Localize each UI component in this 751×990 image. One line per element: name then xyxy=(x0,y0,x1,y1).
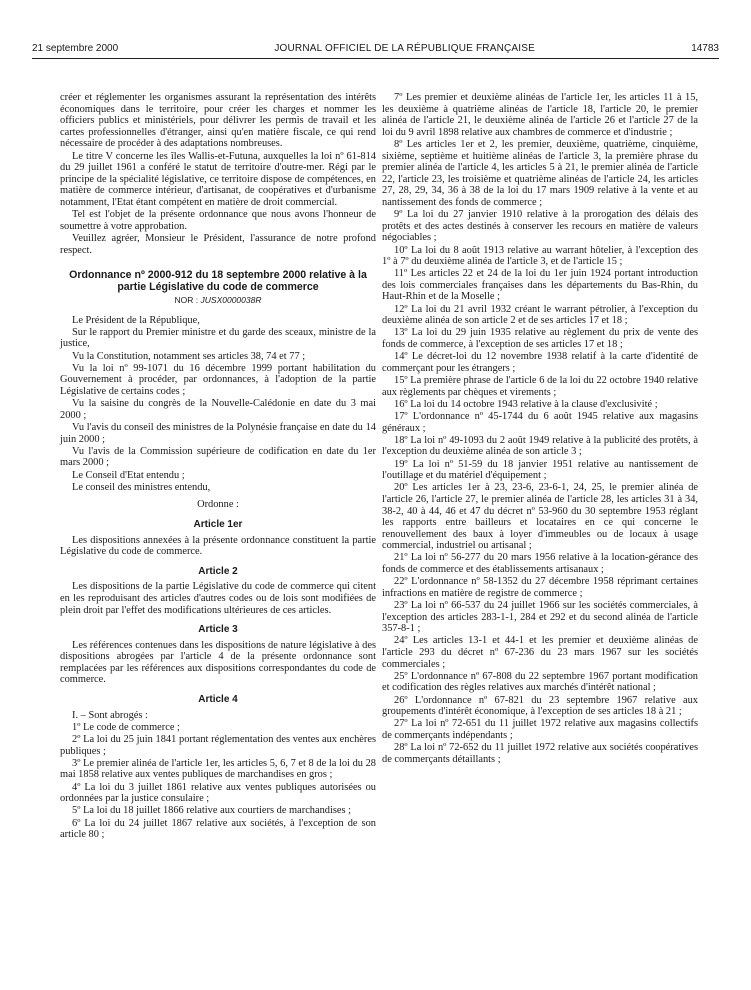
visa: Vu l'avis de la Commission supérieure de codification en date du 1er mars 2000 ; xyxy=(60,445,376,469)
list-item: 23º La loi nº 66-537 du 24 juillet 1966 sur les sociétés commerciales, à l'exception des articles 283-1-1, 284 et 292 et du second alinéa de l'article 357-8-1 ; xyxy=(382,600,698,635)
intro-paragraph: créer et réglementer les organismes assurant la représentation des intérêts économiques dans le territoire, pour créer les charges et nommer les officiers publics et ministériels, pour délivrer les permis de travail et les cartes professionnelles d'étranger, ainsi qu'en matière fiscale, ce qui rend nécessaire de procéder à des adaptations nombreuses. xyxy=(60,92,376,150)
list-item: 4º La loi du 3 juillet 1861 relative aux ventes publiques autorisées ou ordonnées par la justice consulaire ; xyxy=(60,781,376,805)
intro-paragraph: Veuillez agréer, Monsieur le Président, l'assurance de notre profond respect. xyxy=(60,232,376,256)
list-item: 25º L'ordonnance nº 67-808 du 22 septembre 1967 portant modification et codification des règles relatives aux marchés d'intérêt national ; xyxy=(382,670,698,694)
left-column xyxy=(60,92,376,841)
visa: Vu la loi nº 99-1071 du 16 décembre 1999 portant habilitation du Gouvernement à procéder, par ordonnances, à l'adoption de la partie Législative de certains codes ; xyxy=(60,362,376,398)
nor-label: NOR : xyxy=(174,295,199,306)
list-item: 16º La loi du 14 octobre 1943 relative à la clause d'exclusivité ; xyxy=(394,398,658,410)
list-item: 5º La loi du 18 juillet 1866 relative aux courtiers de marchandises ; xyxy=(72,805,352,817)
page-header xyxy=(32,40,719,56)
visa: Le Conseil d'Etat entendu ; xyxy=(72,469,185,481)
list-item: 9º La loi du 27 janvier 1910 relative à la prorogation des délais des protêts et des actes destinés à conserver les recours en matière de valeurs négociables ; xyxy=(382,209,698,244)
list-item: 7º Les premier et deuxième alinéas de l'article 1er, les articles 11 à 15, les deuxième à quatrième alinéas de l'article 18, l'article 20, le premier alinéa de l'article 21, le deuxième alinéa de l'article 26 et l'article 27 de la loi du 9 avril 1898 relative aux chambres de commerce et d'industrie ; xyxy=(382,92,698,138)
list-item: 11º Les articles 22 et 24 de la loi du 1er juin 1924 portant introduction des lois commerciales françaises dans les départements du Bas-Rhin, du Haut-Rhin et de la Moselle ; xyxy=(382,268,698,303)
ordonnance-title: Ordonnance nº 2000-912 du 18 septembre 2000 relative à la partie Législative du code de commerce xyxy=(69,269,367,294)
header-rule xyxy=(32,58,719,59)
article-heading: Article 1er xyxy=(193,518,243,530)
visa: Vu l'avis du conseil des ministres de la Polynésie française en date du 14 juin 2000 ; xyxy=(60,422,376,445)
intro-paragraph: Tel est l'objet de la présente ordonnance que nous avons l'honneur de soumettre à votre approbation. xyxy=(60,209,376,232)
nor-reference xyxy=(60,295,376,307)
article-text: Les références contenues dans les dispositions de nature législative à des dispositions abrogées par l'article 4 de la présente ordonnance sont remplacées par les références aux dispositions correspondantes du code de commerce. xyxy=(60,639,376,686)
list-item: 26º L'ordonnance nº 67-821 du 23 septembre 1967 relative aux groupements d'intérêt économique, à l'exception de ses articles 18 à 21 ; xyxy=(382,694,698,718)
list-item: 20º Les articles 1er à 23, 23-6, 23-6-1, 24, 25, le premier alinéa de l'article 26, l'article 27, le premier alinéa de l'article 28, les articles 31 à 34, 38-2, 40 à 44, 46 et 47 du décret nº 53-960 du 30 septembre 1953 réglant les rapports entre bailleurs et locataires en ce qui concerne le renouvellement des baux à loyer d'immeubles ou de locaux à usage commercial, industriel ou artisanal ; xyxy=(382,482,698,552)
president-line: Le Président de la République, xyxy=(72,314,200,326)
visa: Le conseil des ministres entendu, xyxy=(72,481,211,493)
article-intro: I. – Sont abrogés : xyxy=(72,709,148,721)
list-item: 14º Le décret-loi du 12 novembre 1938 relatif à la carte d'identité de commerçant pour les étrangers ; xyxy=(382,351,698,374)
right-column xyxy=(382,92,698,766)
intro-paragraph: Le titre V concerne les îles Wallis-et-Futuna, auxquelles la loi nº 61-814 du 29 juillet 1961 a conféré le statut de territoire d'outre-mer. Régi par le principe de la spécialité législative, ce territoire dispose de compétences, en matière de commerce intérieur, d'artisanat, de coopératives et d'urbanisme notamment, l'Etat étant compétent en matière de droit commercial. xyxy=(60,150,376,208)
article-heading: Article 3 xyxy=(198,624,238,636)
list-item: 3º Le premier alinéa de l'article 1er, les articles 5, 6, 7 et 8 de la loi du 28 mai 1858 relative aux ventes publiques de marchandises en gros ; xyxy=(60,757,376,781)
list-item: 6º La loi du 24 juillet 1867 relative aux sociétés, à l'exception de son article 80 ; xyxy=(60,817,376,841)
article-heading: Article 4 xyxy=(198,694,238,706)
list-item: 24º Les articles 13-1 et 44-1 et les premier et deuxième alinéas de l'article 293 du décret nº 67-236 du 23 mars 1967 sur les sociétés commerciales ; xyxy=(382,635,698,670)
list-item: 1º Le code de commerce ; xyxy=(72,721,180,733)
list-item: 18º La loi nº 49-1093 du 2 août 1949 relative à la publicité des protêts, à l'exception du deuxième alinéa de son article 3 ; xyxy=(382,434,698,458)
list-item: 28º La loi nº 72-652 du 11 juillet 1972 relative aux sociétés coopératives de commerçants détaillants ; xyxy=(382,742,698,765)
article-text: Les dispositions annexées à la présente ordonnance constituent la partie Législative du code de commerce. xyxy=(60,534,376,558)
visa: Vu la Constitution, notamment ses articles 38, 74 et 77 ; xyxy=(72,350,306,362)
list-item: 21º La loi nº 56-277 du 20 mars 1956 relative à la location-gérance des fonds de commerce et des établissements artisanaux ; xyxy=(382,552,698,576)
list-item: 19º La loi nº 51-59 du 18 janvier 1951 relative au nantissement de l'outillage et du matériel d'équipement ; xyxy=(382,458,698,482)
list-item: 27º La loi nº 72-651 du 11 juillet 1972 relative aux magasins collectifs de commerçants indépendants ; xyxy=(382,718,698,741)
list-item: 22º L'ordonnance nº 58-1352 du 27 décembre 1958 réprimant certaines infractions en matière de registre de commerce ; xyxy=(382,576,698,599)
list-item: 12º La loi du 21 avril 1932 créant le warrant pétrolier, à l'exception du deuxième alinéa de son article 2 et de ses articles 17 et 18 ; xyxy=(382,303,698,327)
header-journal-title: JOURNAL OFFICIEL DE LA RÉPUBLIQUE FRANÇAISE xyxy=(274,42,536,54)
list-item: 13º La loi du 29 juin 1935 relative au règlement du prix de vente des fonds de commerce, à l'exception de ses articles 17 et 18 ; xyxy=(382,327,698,351)
article-text: Les dispositions de la partie Législative du code de commerce qui citent en les reproduisant des articles d'autres codes ou de lois sont modifiées de plein droit par l'effet des modifications ultérieures de ces articles. xyxy=(60,581,376,616)
list-item: 2º La loi du 25 juin 1841 portant réglementation des ventes aux enchères publiques ; xyxy=(60,734,376,757)
visa: Sur le rapport du Premier ministre et du garde des sceaux, ministre de la justice, xyxy=(60,326,376,350)
header-page-number: 14783 xyxy=(691,42,719,54)
list-item: 10º La loi du 8 août 1913 relative au warrant hôtelier, à l'exception des 1º à 7º du deuxième alinéa de l'article 3, et de l'article 15 ; xyxy=(382,244,698,268)
list-item: 15º La première phrase de l'article 6 de la loi du 22 octobre 1940 relative aux règlements par chèques et virements ; xyxy=(382,375,698,398)
article-heading: Article 2 xyxy=(198,565,238,577)
list-item: 17º L'ordonnance nº 45-1744 du 6 août 1945 relative aux magasins généraux ; xyxy=(382,410,698,434)
list-item: 8º Les articles 1er et 2, les premier, deuxième, quatrième, cinquième, sixième, septième et huitième alinéas de l'article 3, la première phrase du premier alinéa de l'article 4, les articles 5 à 21, le premier alinéa de l'article 22, l'article 23, les troisième et quatrième alinéas de l'article 24, les articles 27, 28, 29, 34, 36 à 38 de la loi du 17 mars 1909 relative à la vente et au nantissement des fonds de commerce ; xyxy=(382,138,698,208)
ordonne-line: Ordonne : xyxy=(197,499,239,511)
header-date: 21 septembre 2000 xyxy=(32,42,119,54)
visa: Vu la saisine du congrès de la Nouvelle-Calédonie en date du 3 mai 2000 ; xyxy=(60,398,376,421)
nor-value: JUSX0000038R xyxy=(200,295,262,306)
